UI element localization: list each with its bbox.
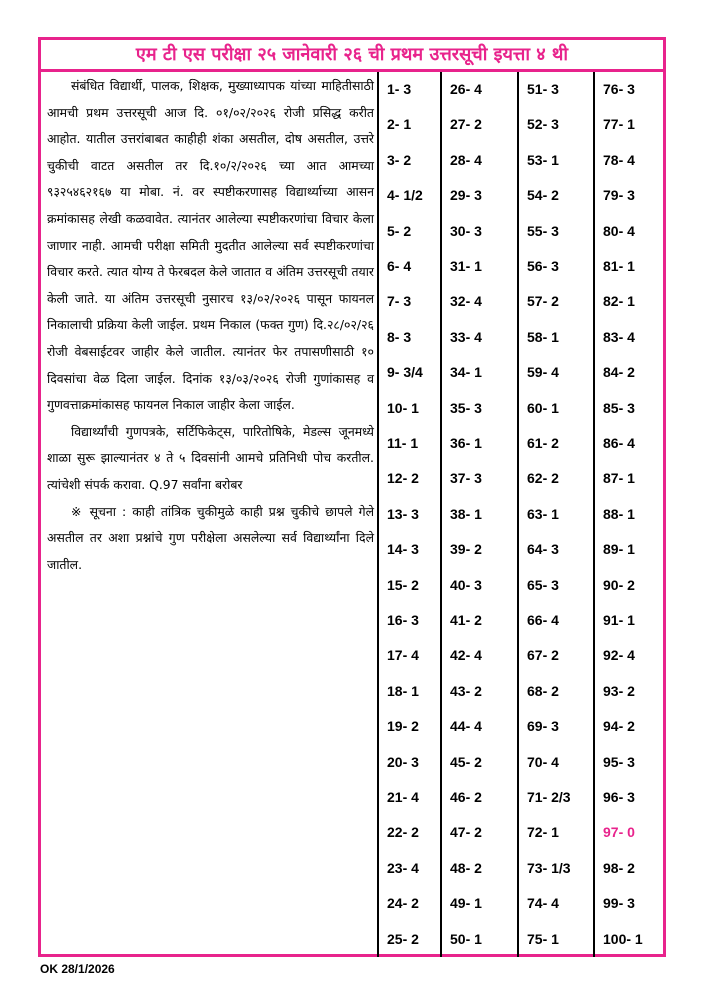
answer-cell: 66- 4: [527, 612, 559, 628]
answer-cell: 95- 3: [603, 753, 635, 770]
answer-cell: 78- 4: [603, 151, 635, 168]
answer-cell: 35- 3: [450, 399, 482, 416]
answer-cell: 44- 4: [450, 718, 482, 735]
answer-column: [442, 72, 519, 957]
answer-cell: 26- 4: [450, 81, 482, 97]
answer-cell: 50- 1: [450, 930, 482, 947]
answer-cell: 13- 3: [387, 505, 419, 522]
answer-cell: 97- 0: [603, 824, 635, 841]
answer-cell: 64- 3: [527, 541, 559, 558]
answer-cell: 68- 2: [527, 682, 559, 699]
answer-cell: 22- 2: [387, 824, 419, 841]
answer-column: [595, 72, 665, 957]
answer-cell: 31- 1: [450, 258, 482, 274]
answer-grid: [377, 72, 663, 957]
answer-cell: 65- 3: [527, 576, 559, 593]
answer-cell: 76- 3: [603, 81, 635, 97]
answer-cell: 52- 3: [527, 116, 559, 133]
answer-cell: 75- 1: [527, 930, 559, 947]
answer-key-sheet: [38, 37, 666, 957]
answer-cell: 98- 2: [603, 859, 635, 876]
answer-cell: 19- 2: [387, 718, 419, 735]
answer-cell: 94- 2: [603, 718, 635, 735]
answer-cell: 16- 3: [387, 612, 419, 628]
answer-cell: 69- 3: [527, 718, 559, 735]
answer-column: [379, 72, 442, 957]
answer-cell: 51- 3: [527, 81, 559, 97]
answer-cell: 89- 1: [603, 541, 635, 558]
notice-paragraph: संबंधित विद्यार्थी, पालक, शिक्षक, मुख्याध्यापक यांच्या माहितीसाठी आमची प्रथम उत्तरसूची आज दि. ०१/०२/२०२६ रोजी प्रसिद्ध करीत आहोत. यातील उत्तरांबाबत काहीही शंका असतील, दोष असतील, उत्तरे चुकीची वाटत असतील तर दि.१०/२/२०२६ च्या आत आमच्या ९३२५४६२१६७ या मोबा. नं. वर स्पष्टीकरणासह विद्यार्थ्याच्या आसन क्रमांकासह लेखी कळवावेत. त्यानंतर आलेल्या स्पष्टीकरणांचा विचार केला जाणार नाही. आमची परीक्षा समिती मुदतीत आलेल्या सर्व स्पष्टीकरणांचा विचार करते. त्यात योग्य ते फेरबदल केले जातात व अंतिम उत्तरसूची तयार केली जाते. या अंतिम उत्तरसूची नुसारच १३/०२/२०२६ पासून फायनल निकालाची प्रक्रिया केली जाईल. प्रथम निकाल (फक्त गुण) दि.२८/०२/२६ रोजी वेबसाईटवर जाहीर केले जातील. त्यानंतर फेर तपासणीसाठी १० दिवसांचा वेळ दिला जाईल. दिनांक १३/०३/२०२६ रोजी गुणांकासह व गुणवत्ताक्रमांकासह फायनल निकाल जाहीर केला जाईल.: [47, 78, 374, 413]
answer-cell: 28- 4: [450, 151, 482, 168]
answer-cell: 1- 3: [387, 81, 412, 97]
answer-cell: 6- 4: [387, 258, 412, 274]
answer-cell: 72- 1: [527, 824, 559, 841]
answer-cell: 8- 3: [387, 328, 412, 345]
footer-stamp: OK 28/1/2026: [40, 962, 115, 976]
answer-cell: 7- 3: [387, 293, 412, 310]
answer-cell: 61- 2: [527, 435, 559, 451]
answer-cell: 9- 3/4: [387, 364, 423, 381]
answer-cell: 73- 1/3: [527, 859, 571, 876]
answer-cell: 96- 3: [603, 789, 635, 805]
answer-cell: 34- 1: [450, 364, 482, 381]
answer-cell: 21- 4: [387, 789, 419, 805]
answer-cell: 74- 4: [527, 895, 559, 912]
answer-cell: 36- 1: [450, 435, 482, 451]
answer-cell: 20- 3: [387, 753, 419, 770]
answer-cell: 39- 2: [450, 541, 482, 558]
answer-column: [519, 72, 595, 957]
answer-cell: 54- 2: [527, 187, 559, 204]
answer-cell: 2- 1: [387, 116, 412, 133]
answer-cell: 29- 3: [450, 187, 482, 204]
page-title: एम टी एस परीक्षा २५ जानेवारी २६ ची प्रथम उत्तरसूची इयत्ता ४ थी: [41, 40, 663, 72]
answer-cell: 77- 1: [603, 116, 635, 133]
answer-cell: 59- 4: [527, 364, 559, 381]
answer-cell: 48- 2: [450, 859, 482, 876]
answer-cell: 90- 2: [603, 576, 635, 593]
answer-cell: 18- 1: [387, 682, 419, 699]
answer-cell: 56- 3: [527, 258, 559, 274]
answer-cell: 100- 1: [603, 930, 643, 947]
answer-cell: 86- 4: [603, 435, 635, 451]
answer-cell: 37- 3: [450, 470, 482, 487]
answer-cell: 25- 2: [387, 930, 419, 947]
answer-cell: 88- 1: [603, 505, 635, 522]
answer-cell: 80- 4: [603, 222, 635, 239]
answer-cell: 58- 1: [527, 328, 559, 345]
answer-cell: 30- 3: [450, 222, 482, 239]
notice-paragraph: विद्यार्थ्यांची गुणपत्रके, सर्टिफिकेट्स, पारितोषिके, मेडल्स जूनमध्ये शाळा सुरू झाल्यानंतर ४ ते ५ दिवसांनी आमचे प्रतिनिधी पोच करतील. त्यांचेशी संपर्क करावा. Q.97 सर्वांना बरोबर: [47, 423, 374, 492]
answer-cell: 71- 2/3: [527, 789, 571, 805]
answer-cell: 87- 1: [603, 470, 635, 487]
answer-cell: 4- 1/2: [387, 187, 423, 204]
answer-cell: 32- 4: [450, 293, 482, 310]
answer-cell: 55- 3: [527, 222, 559, 239]
answer-cell: 63- 1: [527, 505, 559, 522]
notice-paragraph: ※ सूचना : काही तांत्रिक चुकीमुळे काही प्रश्न चुकीचे छापले गेले असतील तर अशा प्रश्नांचे गुण परीक्षेला असलेल्या सर्व विद्यार्थ्यांना दिले जातील.: [47, 503, 374, 572]
answer-cell: 42- 4: [450, 647, 482, 664]
answer-cell: 81- 1: [603, 258, 635, 274]
notice-text: [47, 73, 374, 954]
answer-cell: 49- 1: [450, 895, 482, 912]
answer-cell: 15- 2: [387, 576, 419, 593]
answer-cell: 46- 2: [450, 789, 482, 805]
answer-cell: 40- 3: [450, 576, 482, 593]
answer-cell: 82- 1: [603, 293, 635, 310]
answer-cell: 83- 4: [603, 328, 635, 345]
answer-cell: 11- 1: [387, 435, 419, 451]
answer-cell: 3- 2: [387, 151, 412, 168]
answer-cell: 27- 2: [450, 116, 482, 133]
answer-cell: 38- 1: [450, 505, 482, 522]
answer-cell: 12- 2: [387, 470, 419, 487]
answer-cell: 33- 4: [450, 328, 482, 345]
answer-cell: 57- 2: [527, 293, 559, 310]
answer-cell: 17- 4: [387, 647, 419, 664]
answer-cell: 70- 4: [527, 753, 559, 770]
answer-cell: 99- 3: [603, 895, 635, 912]
answer-cell: 47- 2: [450, 824, 482, 841]
answer-cell: 79- 3: [603, 187, 635, 204]
answer-cell: 14- 3: [387, 541, 419, 558]
answer-cell: 67- 2: [527, 647, 559, 664]
answer-cell: 85- 3: [603, 399, 635, 416]
answer-cell: 41- 2: [450, 612, 482, 628]
answer-cell: 92- 4: [603, 647, 635, 664]
answer-cell: 24- 2: [387, 895, 419, 912]
answer-cell: 93- 2: [603, 682, 635, 699]
answer-cell: 45- 2: [450, 753, 482, 770]
answer-cell: 60- 1: [527, 399, 559, 416]
answer-cell: 43- 2: [450, 682, 482, 699]
answer-cell: 10- 1: [387, 399, 419, 416]
answer-cell: 5- 2: [387, 222, 412, 239]
answer-cell: 53- 1: [527, 151, 559, 168]
answer-cell: 62- 2: [527, 470, 559, 487]
answer-cell: 84- 2: [603, 364, 635, 381]
answer-cell: 23- 4: [387, 859, 419, 876]
answer-cell: 91- 1: [603, 612, 635, 628]
